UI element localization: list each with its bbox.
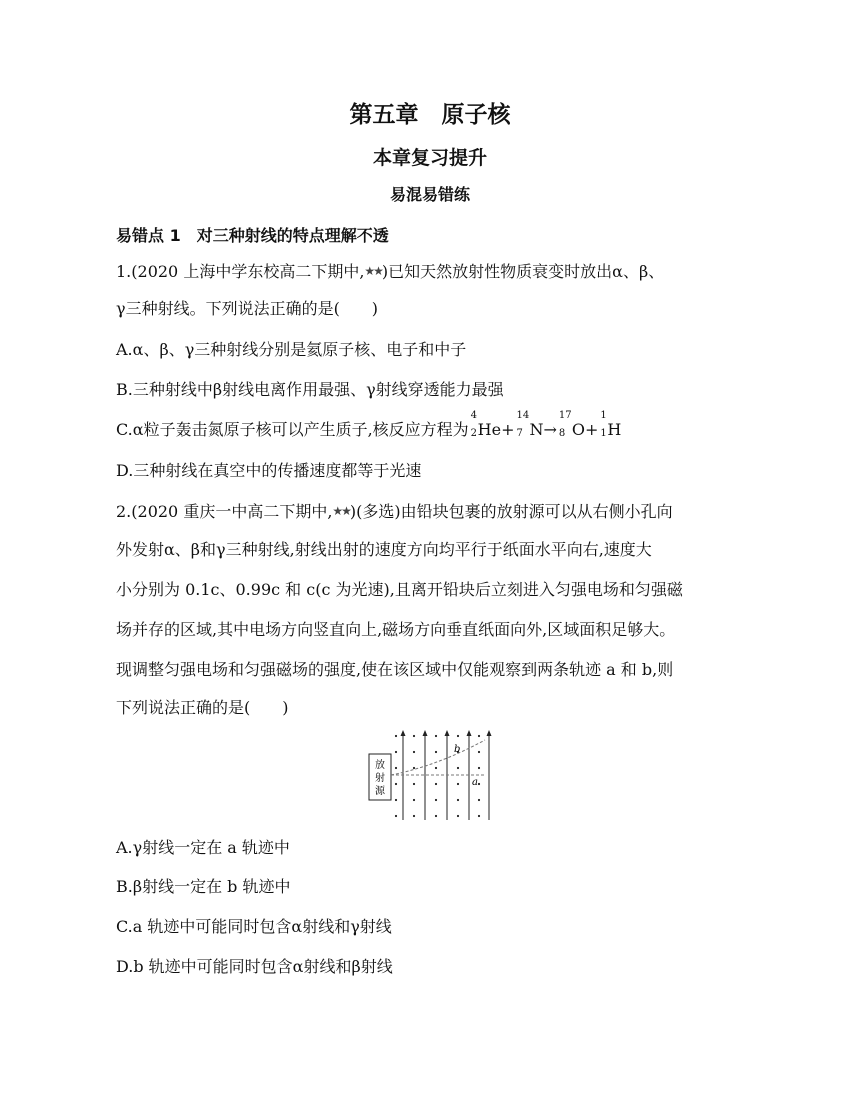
helium-isotope: 4 2 <box>470 410 478 439</box>
trajectory-b <box>391 740 485 775</box>
track-a-label: a <box>472 777 478 788</box>
q2-option-b: B.β射线一定在 b 轨迹中 <box>116 877 291 896</box>
q2-line3: 小分别为 0.1c、0.99c 和 c(c 为光速),且离开铅块后立刻进入匀强电场和匀强磁 <box>116 580 683 599</box>
error-point-title: 对三种射线的特点理解不透 <box>196 226 389 245</box>
source-label-1: 放 <box>375 760 385 771</box>
q1-option-d: D.三种射线在真空中的传播速度都等于光速 <box>116 461 422 480</box>
nitrogen-isotope: 14 7 <box>516 410 530 439</box>
q1-option-b: B.三种射线中β射线电离作用最强、γ射线穿透能力最强 <box>116 380 504 399</box>
difficulty-stars-icon: ★★ <box>332 504 350 518</box>
q1-line2: γ三种射线。下列说法正确的是( ) <box>116 299 379 318</box>
q1-option-a: A.α、β、γ三种射线分别是氦原子核、电子和中子 <box>116 340 467 359</box>
error-point-label: 易错点 1 <box>116 226 181 245</box>
q2-option-a: A.γ射线一定在 a 轨迹中 <box>116 838 290 857</box>
q2-option-d: D.b 轨迹中可能同时包含α射线和β射线 <box>116 957 393 976</box>
q2-option-c: C.a 轨迹中可能同时包含α射线和γ射线 <box>116 917 392 936</box>
q2-line5: 现调整匀强电场和匀强磁场的强度,使在该区域中仅能观察到两条轨迹 a 和 b,则 <box>116 660 674 679</box>
error-point-heading <box>116 223 389 246</box>
nuclear-equation: 4 2 He+ 14 7 N→ 17 8 O+ 1 1 H <box>470 410 622 439</box>
chapter-title: 第五章 原子核 <box>349 102 511 128</box>
hydrogen-isotope: 1 1 <box>600 410 607 439</box>
source-label-3: 源 <box>375 786 385 797</box>
q1-option-c <box>116 410 622 441</box>
magnetic-field-dots <box>395 735 480 817</box>
q2-stem-start: )(多选)由铅块包裹的放射源可以从右侧小孔向 <box>349 502 673 521</box>
field-diagram-svg <box>367 728 495 824</box>
q2-source: 2.(2020 重庆一中高二下期中, <box>116 502 333 521</box>
subsection-title: 易混易错练 <box>389 185 470 204</box>
q2-line2: 外发射α、β和γ三种射线,射线出射的速度方向均平行于纸面水平向右,速度大 <box>116 540 652 559</box>
q1-option-c-text: C.α粒子轰击氮原子核可以产生质子,核反应方程为 <box>116 420 469 439</box>
track-b-label: b <box>454 744 461 755</box>
q1-source: 1.(2020 上海中学东校高二下期中, <box>116 262 365 281</box>
q1-stem-start: )已知天然放射性物质衰变时放出α、β、 <box>381 262 665 281</box>
q2-line4: 场并存的区域,其中电场方向竖直向上,磁场方向垂直纸面向外,区域面积足够大。 <box>116 620 676 639</box>
difficulty-stars-icon: ★★ <box>364 264 382 278</box>
source-label-2: 射 <box>375 773 385 784</box>
field-diagram <box>367 728 495 828</box>
q2-line6: 下列说法正确的是( ) <box>116 698 289 717</box>
oxygen-isotope: 17 8 <box>558 410 572 439</box>
q2-line1 <box>116 500 673 523</box>
section-title: 本章复习提升 <box>372 147 487 169</box>
q1-line1 <box>116 260 664 283</box>
